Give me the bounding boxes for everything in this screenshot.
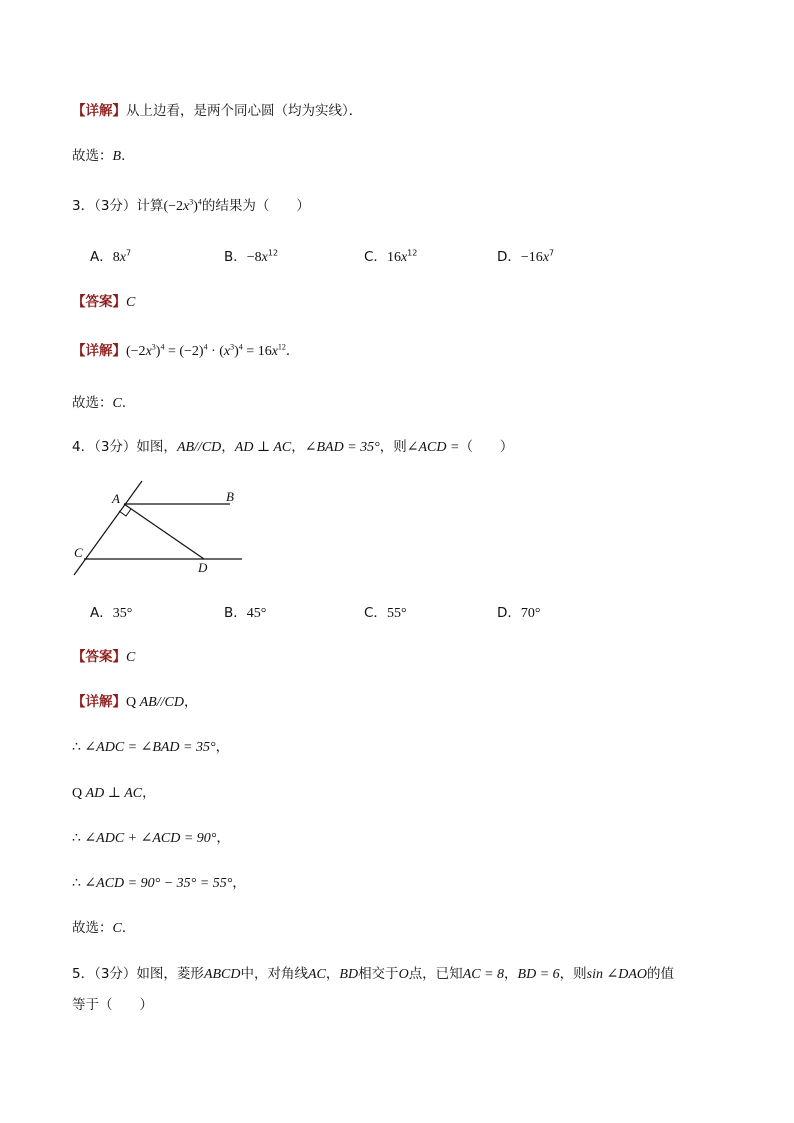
- q3-number: 3．（3分）计算: [72, 198, 164, 214]
- q4-answer: 【答案】C: [72, 649, 136, 665]
- q4-detail-line-5: ∴ ∠ACD = 90° − 35° = 55°，: [72, 875, 246, 891]
- answer-value: C: [126, 295, 136, 310]
- q3-stem: [72, 197, 310, 216]
- choose-prefix: 故选：: [72, 148, 113, 164]
- q3-option-b: B．$-8x^{12}$: [224, 248, 279, 265]
- label-a: A: [112, 491, 120, 506]
- q3-option-a: A．$8x^7$: [90, 248, 132, 265]
- q3-detail: 【详解】$(-2x^3)^4 = (-2)^4 \cdot (x^3)^4 = 16x^{12}$．: [72, 342, 300, 359]
- q4-detail-line-3: Q AD ⊥ AC，: [72, 785, 156, 801]
- q4-detail-line-1: 【详解】Q AB//CD，: [72, 694, 198, 710]
- q3-expr: $(-2x^3)^4$: [163, 197, 202, 214]
- answer-label: 【答案】: [72, 294, 126, 310]
- q4-figure: [66, 478, 256, 578]
- q4-choose: 故选：C．: [72, 920, 136, 936]
- q4-option-a: A．35°: [90, 605, 133, 621]
- q3-stem-end: 的结果为（ ）: [201, 198, 310, 214]
- q4-number: 4．（3分）如图，: [72, 439, 177, 455]
- q4-option-c: C．55°: [364, 605, 407, 621]
- q2-detail: [72, 102, 362, 120]
- q5-stem-line-1: 5．（3分）如图，菱形ABCD中，对角线AC，BD相交于O点，已知AC = 8，BD = 6，则sin ∠DAO的值: [72, 966, 674, 982]
- q3-choose: 故选：C．: [72, 395, 136, 411]
- q4-stem: 4．（3分）如图，AB//CD，AD ⊥ AC，∠BAD = 35°，则∠ACD =（ ）: [72, 439, 514, 455]
- line-ac: [74, 481, 142, 575]
- q4-option-b: B．45°: [224, 605, 267, 621]
- q5-stem-line-2: 等于（ ）: [72, 997, 153, 1013]
- line-ad: [124, 504, 204, 559]
- q3-detail-math: $(-2x^3)^4 = (-2)^4 \cdot (x^3)^4 = 16x^{12}$: [126, 342, 286, 359]
- label-d: D: [198, 560, 208, 575]
- detail-label: 【详解】: [72, 103, 126, 119]
- label-c: C: [74, 545, 83, 560]
- q3-option-d: D．$-16x^7$: [497, 248, 555, 265]
- q2-choose: [72, 147, 135, 166]
- choose-suffix: ．: [121, 148, 135, 164]
- q2-detail-text: 从上边看，是两个同心圆（均为实线）．: [126, 103, 363, 119]
- choose-letter: B: [112, 149, 122, 164]
- q3-answer: [72, 293, 135, 312]
- q4-detail-line-2: ∴ ∠ADC = ∠BAD = 35°，: [72, 739, 230, 755]
- detail-label: 【详解】: [72, 343, 126, 359]
- q3-option-c: C．$16x^{12}$: [364, 248, 418, 265]
- q4-option-d: D．70°: [497, 605, 541, 621]
- q4-detail-line-4: ∴ ∠ADC + ∠ACD = 90°，: [72, 830, 230, 846]
- label-b: B: [226, 489, 234, 504]
